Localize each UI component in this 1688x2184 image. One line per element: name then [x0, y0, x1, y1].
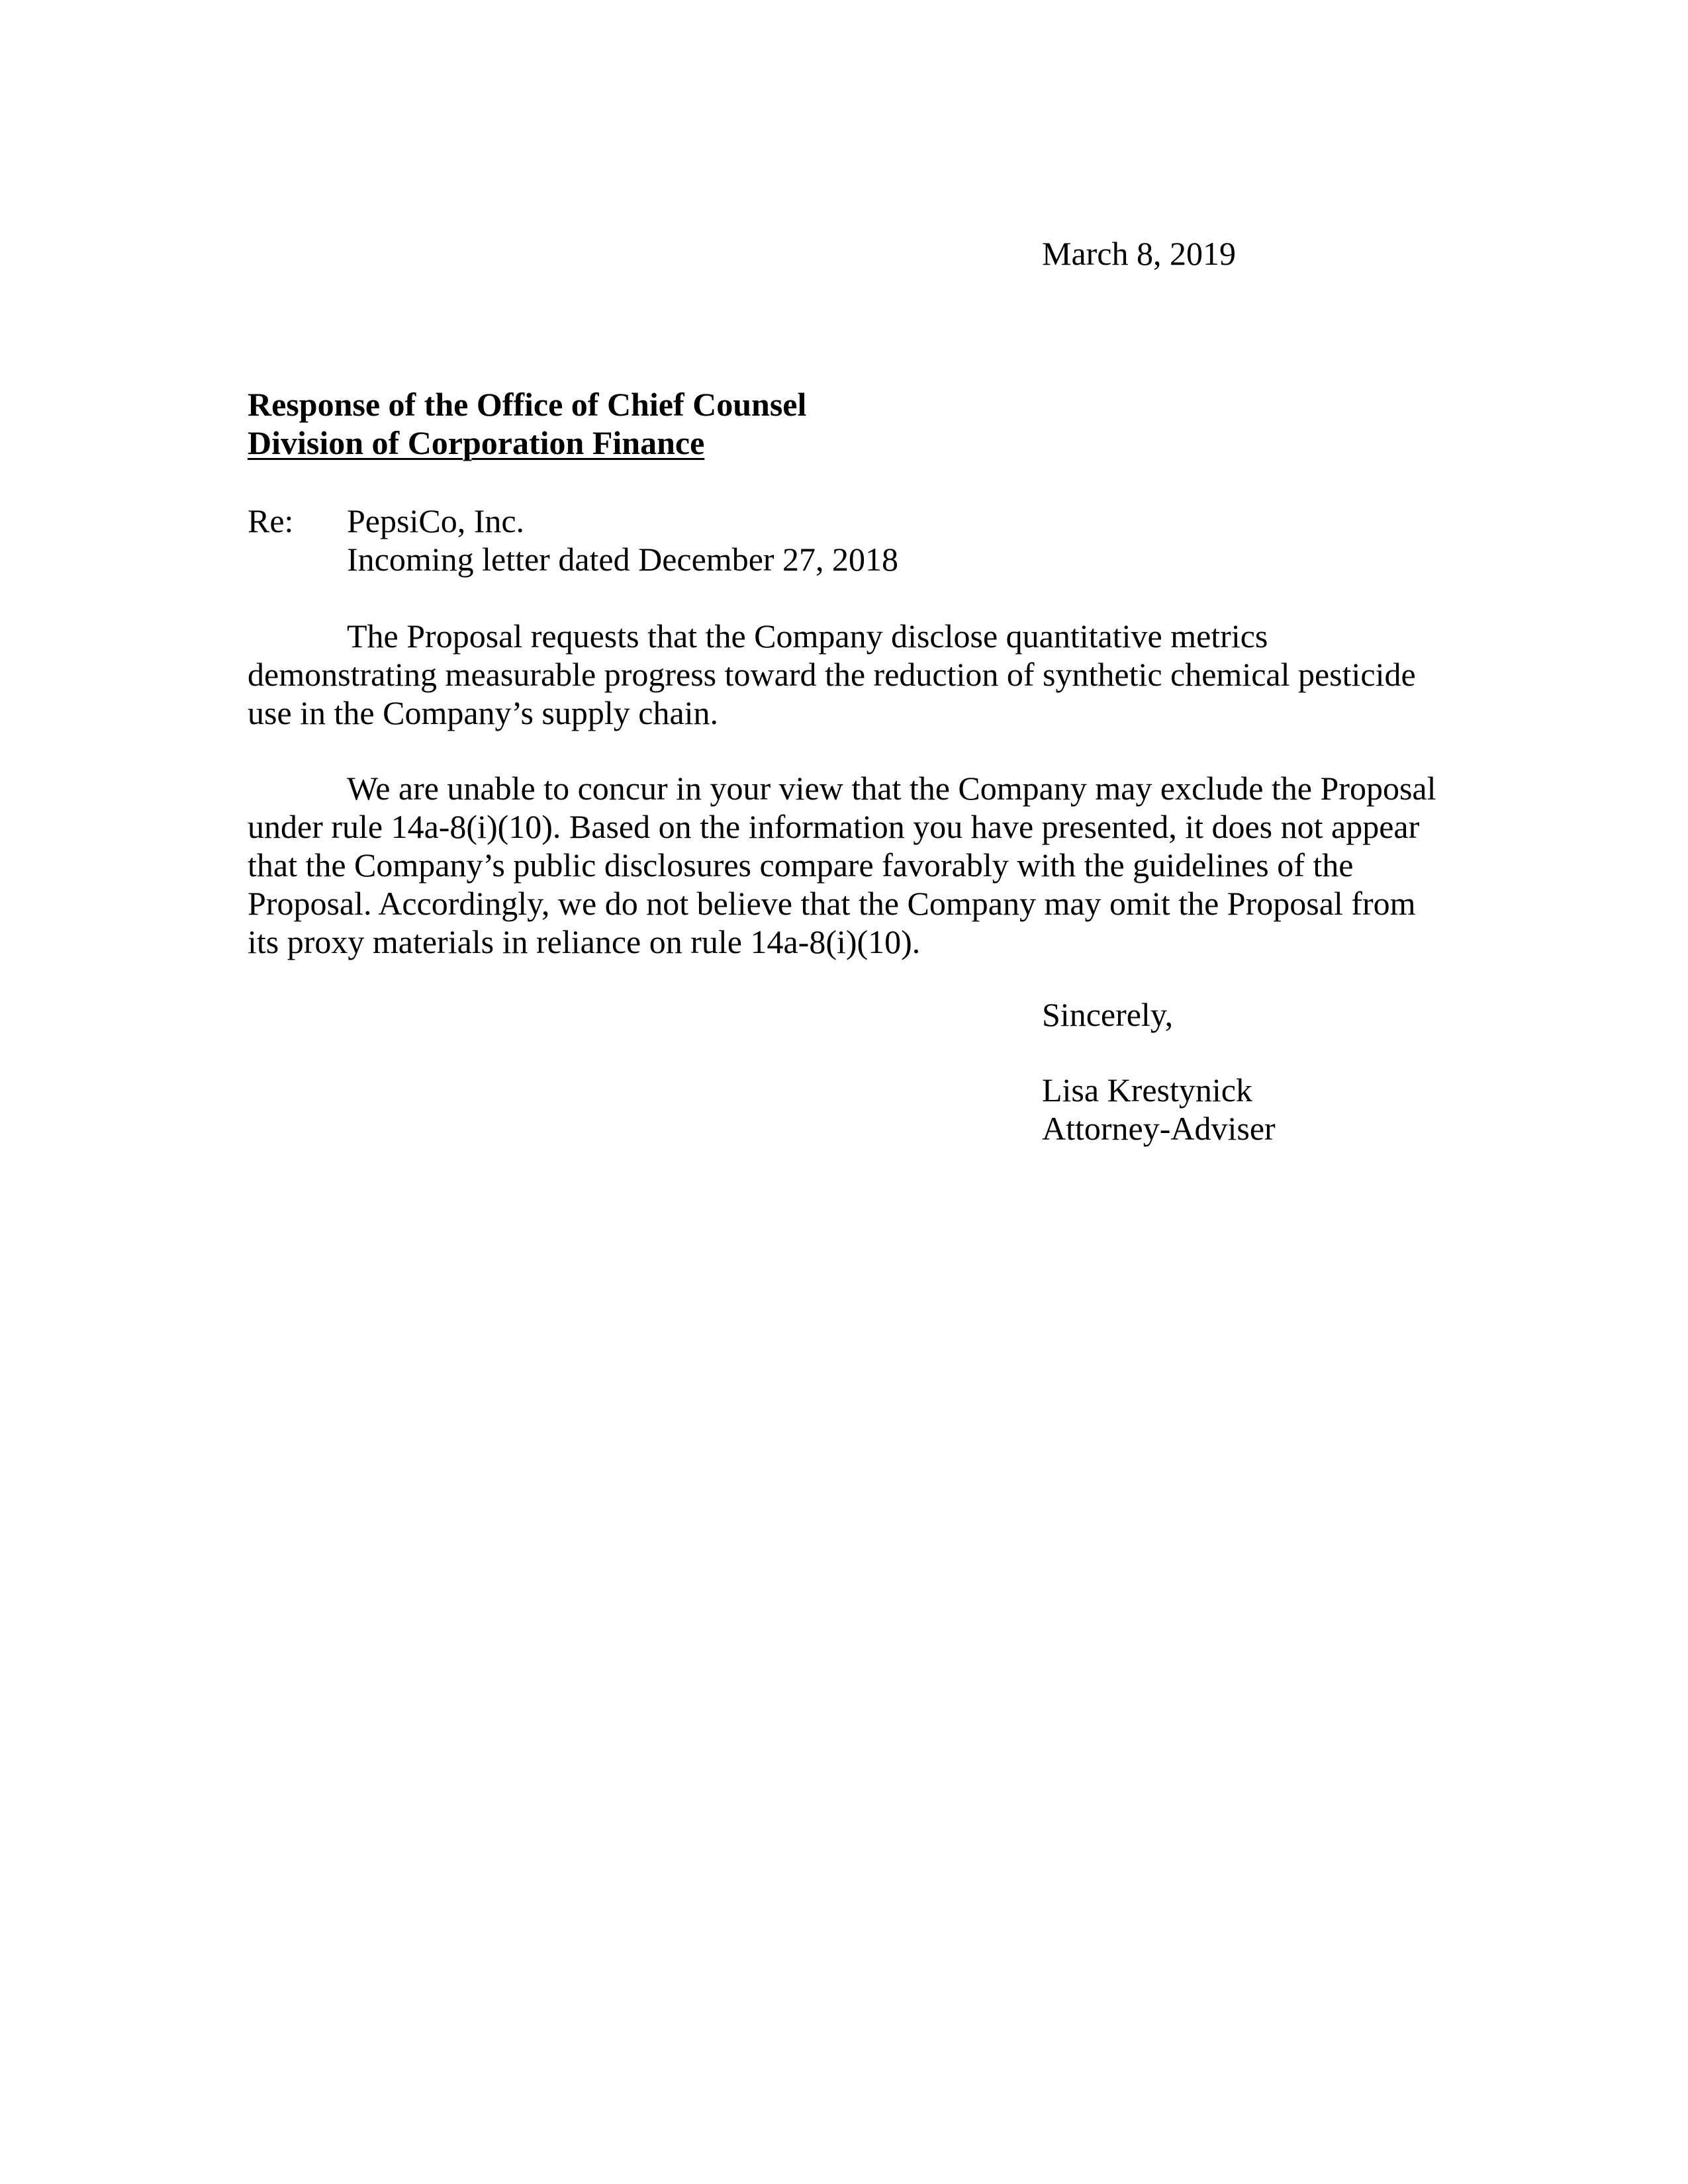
paragraph-line: The Proposal requests that the Company disclose quantitative metrics: [347, 617, 1268, 655]
re-details: [347, 502, 898, 578]
paragraph-line: use in the Company’s supply chain.: [248, 694, 719, 731]
heading-office: Response of the Office of Chief Counsel: [248, 386, 807, 423]
paragraph-line: its proxy materials in reliance on rule 14a-8(i)(10).: [248, 923, 921, 960]
paragraph-line: Proposal. Accordingly, we do not believe that the Company may omit the Proposal from: [248, 885, 1416, 922]
re-label: Re:: [248, 502, 294, 539]
paragraph-line: that the Company’s public disclosures compare favorably with the guidelines of the: [248, 846, 1354, 884]
paragraph-proposal: [248, 617, 1416, 732]
paragraph-line: We are unable to concur in your view that the Company may exclude the Proposal: [347, 770, 1436, 807]
signature-title: Attorney-Adviser: [1042, 1110, 1276, 1147]
heading-division: Division of Corporation Finance: [248, 424, 705, 461]
paragraph-line: demonstrating measurable progress toward the reduction of synthetic chemical pesticide: [248, 656, 1416, 693]
paragraph-response: [248, 769, 1436, 961]
re-company: PepsiCo, Inc.: [347, 502, 525, 539]
letter-closing: Sincerely,: [1042, 996, 1174, 1033]
letter-date: March 8, 2019: [1042, 235, 1236, 272]
signature-name: Lisa Krestynick: [1042, 1071, 1252, 1109]
paragraph-line: under rule 14a-8(i)(10). Based on the information you have presented, it does not appear: [248, 808, 1420, 845]
letter-heading: [248, 385, 806, 462]
signature-block: [1042, 1071, 1276, 1148]
re-incoming-letter: Incoming letter dated December 27, 2018: [347, 541, 899, 578]
